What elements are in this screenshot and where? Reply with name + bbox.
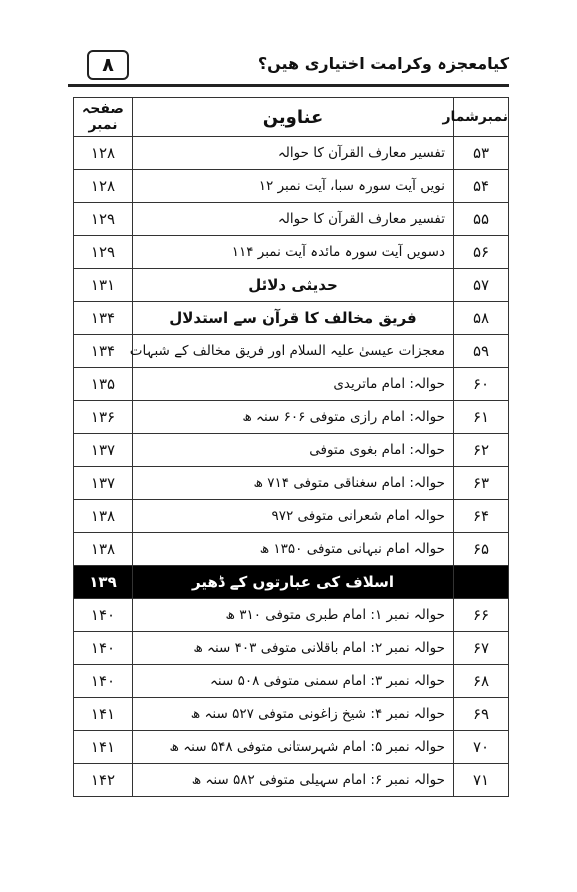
row-number: ۷۱	[454, 764, 509, 797]
row-page: ۱۳۶	[74, 401, 133, 434]
table-row	[74, 137, 509, 170]
row-number: ۶۲	[454, 434, 509, 467]
column-header-number: نمبرشمار	[454, 98, 509, 137]
table-row	[74, 665, 509, 698]
row-number: ۶۹	[454, 698, 509, 731]
row-number: ۵۳	[454, 137, 509, 170]
row-number	[454, 566, 509, 599]
table-row	[74, 467, 509, 500]
row-number: ۶۶	[454, 599, 509, 632]
row-title: نویں آیت سورہ سبا، آیت نمبر ۱۲	[133, 170, 454, 203]
row-title: حوالہ: امام رازی متوفی ۶۰۶ سنہ ھ	[133, 401, 454, 434]
row-title: تفسیر معارف القرآن کا حوالہ	[133, 137, 454, 170]
row-page: ۱۴۲	[74, 764, 133, 797]
page-header	[68, 50, 509, 82]
column-header-title: عناوین	[133, 98, 454, 137]
table-row	[74, 731, 509, 764]
table-row	[74, 599, 509, 632]
row-page: ۱۲۹	[74, 203, 133, 236]
row-page: ۱۲۸	[74, 170, 133, 203]
row-number: ۶۳	[454, 467, 509, 500]
table-row	[74, 698, 509, 731]
row-number: ۵۹	[454, 335, 509, 368]
row-page: ۱۳۷	[74, 434, 133, 467]
row-title: فریق مخالف کا قرآن سے استدلال	[133, 302, 454, 335]
contents-table-body	[74, 137, 509, 797]
table-row	[74, 500, 509, 533]
row-title: دسویں آیت سورہ مائدہ آیت نمبر ۱۱۴	[133, 236, 454, 269]
row-title: حوالہ نمبر ۴: شیخ زاغونی متوفی ۵۲۷ سنہ ھ	[133, 698, 454, 731]
row-number: ۵۴	[454, 170, 509, 203]
row-number: ۶۱	[454, 401, 509, 434]
header-rule	[68, 84, 509, 87]
row-title: حوالہ نمبر ۶: امام سہیلی متوفی ۵۸۲ سنہ ھ	[133, 764, 454, 797]
table-header-row	[74, 98, 509, 137]
table-row	[74, 302, 509, 335]
table-row	[74, 368, 509, 401]
table-row	[74, 335, 509, 368]
row-title: حوالہ: امام سغناقی متوفی ۷۱۴ ھ	[133, 467, 454, 500]
row-page: ۱۳۸	[74, 533, 133, 566]
row-title: حوالہ: امام بغوی متوفی	[133, 434, 454, 467]
column-header-page: صفحہ نمبر	[74, 98, 133, 137]
row-page: ۱۴۱	[74, 731, 133, 764]
row-page: ۱۳۱	[74, 269, 133, 302]
row-page: ۱۳۸	[74, 500, 133, 533]
contents-table	[73, 97, 509, 797]
book-title: کیامعجزہ وکرامت اختیاری ھیں؟	[257, 54, 509, 73]
row-page: ۱۲۹	[74, 236, 133, 269]
row-page: ۱۳۵	[74, 368, 133, 401]
row-title: حوالہ امام نبہانی متوفی ۱۳۵۰ ھ	[133, 533, 454, 566]
row-number: ۵۷	[454, 269, 509, 302]
row-page: ۱۴۰	[74, 599, 133, 632]
row-title: حوالہ نمبر ۲: امام باقلانی متوفی ۴۰۳ سنہ ھ	[133, 632, 454, 665]
table-row	[74, 764, 509, 797]
row-title: حوالہ نمبر ۵: امام شہرستانی متوفی ۵۴۸ سنہ ھ	[133, 731, 454, 764]
table-row	[74, 434, 509, 467]
table-row	[74, 170, 509, 203]
table-row	[74, 533, 509, 566]
row-number: ۵۸	[454, 302, 509, 335]
row-number: ۵۶	[454, 236, 509, 269]
row-number: ۶۵	[454, 533, 509, 566]
row-number: ۶۴	[454, 500, 509, 533]
row-page: ۱۳۴	[74, 335, 133, 368]
row-title: حوالہ نمبر ۳: امام سمنی متوفی ۵۰۸ سنہ	[133, 665, 454, 698]
row-title: حوالہ نمبر ۱: امام طبری متوفی ۳۱۰ ھ	[133, 599, 454, 632]
row-title: حوالہ: امام ماتریدی	[133, 368, 454, 401]
row-number: ۷۰	[454, 731, 509, 764]
row-page: ۱۳۷	[74, 467, 133, 500]
section-heading-row	[74, 566, 509, 599]
row-page: ۱۳۴	[74, 302, 133, 335]
table-row	[74, 632, 509, 665]
row-number: ۶۸	[454, 665, 509, 698]
row-page: ۱۲۸	[74, 137, 133, 170]
row-number: ۶۰	[454, 368, 509, 401]
table-row	[74, 203, 509, 236]
page-number: ۸	[102, 54, 114, 76]
row-page: ۱۴۱	[74, 698, 133, 731]
table-row	[74, 236, 509, 269]
row-title: حدیثی دلائل	[133, 269, 454, 302]
row-page: ۱۴۰	[74, 632, 133, 665]
table-row	[74, 401, 509, 434]
row-title: معجزات عیسیٰ علیہ السلام اور فریق مخالف کے شبہات	[133, 335, 454, 368]
page-number-box	[87, 50, 129, 80]
row-title: اسلاف کی عبارتوں کے ڈھیر	[133, 566, 454, 599]
table-row	[74, 269, 509, 302]
row-page: ۱۳۹	[74, 566, 133, 599]
row-number: ۶۷	[454, 632, 509, 665]
row-title: تفسیر معارف القرآن کا حوالہ	[133, 203, 454, 236]
row-page: ۱۴۰	[74, 665, 133, 698]
row-title: حوالہ امام شعرانی متوفی ۹۷۲	[133, 500, 454, 533]
row-number: ۵۵	[454, 203, 509, 236]
